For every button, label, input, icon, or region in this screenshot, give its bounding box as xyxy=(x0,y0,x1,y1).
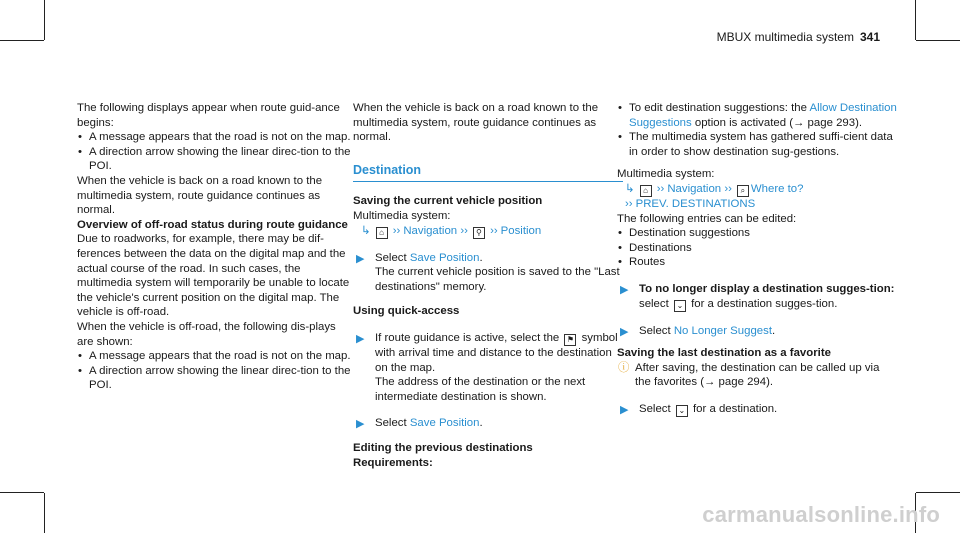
chevron-icon: ›› xyxy=(490,224,498,237)
list-item: • A message appears that the road is not on the map. xyxy=(77,349,355,364)
path-start-icon: ↳ xyxy=(625,182,635,195)
home-icon: ⌂ xyxy=(640,185,652,197)
step-arrow-icon: ▶ xyxy=(356,252,365,265)
text: After saving, the destination can be called up via the favorites (→ page 294). xyxy=(635,361,880,389)
instruction-step xyxy=(617,402,897,417)
path-start-icon: ↳ xyxy=(361,224,371,237)
no-longer-suggest-link: No Longer Suggest xyxy=(673,324,772,337)
flag-icon: ⚑ xyxy=(564,334,576,346)
paragraph: Due to roadworks, for example, there may be dif-ferences between the data on the digital map and the actual course of the road. In such cases, the multimedia system will temporarily be unable to locate the vehicle's current position on the digital map. The vehicle is off-road. xyxy=(77,233,350,319)
section-heading: Overview of off-road status during route guidance xyxy=(77,218,348,231)
text: To no longer display a destination sugges-tion: xyxy=(639,282,895,295)
subheading: Editing the previous destinations xyxy=(353,441,533,454)
menu-path xyxy=(353,224,623,239)
text: option is activated (→ page 293). xyxy=(691,116,863,129)
instruction-step xyxy=(353,331,623,404)
list-item: • Destination suggestions xyxy=(617,226,897,241)
position-item: Position xyxy=(500,224,542,237)
text: . xyxy=(479,417,483,430)
list-item xyxy=(617,101,897,130)
step-arrow-icon: ▶ xyxy=(620,325,629,338)
chevron-icon: ›› xyxy=(656,182,665,195)
subheading: Saving the current vehicle position xyxy=(353,195,543,208)
step-arrow-icon: ▶ xyxy=(356,332,365,345)
requirements-label: Requirements: xyxy=(353,456,433,469)
instruction-step xyxy=(353,416,623,431)
chevron-icon: ›› xyxy=(724,182,732,195)
prev-destinations-item: PREV. DESTINATIONS xyxy=(635,197,756,210)
list-item: • A direction arrow showing the linear direc-tion to the POI. xyxy=(77,364,355,393)
save-position-link: Save Position xyxy=(409,417,480,430)
paragraph: When the vehicle is back on a road known to the multimedia system, route guidance continues as normal. xyxy=(77,174,323,217)
allow-suggestions-link: Allow Destination Suggestions xyxy=(629,102,897,129)
paragraph: When the vehicle is off-road, the following dis-plays are shown: xyxy=(77,320,336,348)
page-header xyxy=(717,30,880,45)
text: . xyxy=(479,251,483,264)
intro-text: The following displays appear when route guid-ance begins: xyxy=(77,102,340,129)
section-title: Destination xyxy=(353,163,623,183)
text: for a destination. xyxy=(689,402,778,415)
crop-mark xyxy=(44,493,45,533)
save-position-link: Save Position xyxy=(409,251,480,264)
nav-item: Navigation xyxy=(403,224,458,237)
page-number: 341 xyxy=(859,30,880,44)
text: Select xyxy=(375,417,410,430)
text: Select xyxy=(639,324,674,337)
list-item: • A direction arrow showing the linear direc-tion to the POI. xyxy=(77,145,355,174)
paragraph: When the vehicle is back on a road known to the multimedia system, route guidance continues as normal. xyxy=(353,102,599,144)
header-title: MBUX multimedia system xyxy=(716,30,854,44)
text: Select xyxy=(639,402,674,415)
instruction-step xyxy=(353,251,623,295)
crop-mark xyxy=(0,40,44,41)
column-1 xyxy=(77,101,355,393)
text: Select xyxy=(375,251,410,264)
instruction-step xyxy=(617,282,897,312)
instruction-step xyxy=(617,324,897,339)
menu-path xyxy=(617,182,897,197)
crop-mark xyxy=(916,40,960,41)
search-icon: ⌕ xyxy=(737,185,749,197)
text: . xyxy=(771,324,776,337)
list-item: • Destinations xyxy=(617,241,897,256)
paragraph: The following entries can be edited: xyxy=(617,212,797,225)
watermark: carmanualsonline.info xyxy=(702,502,940,528)
list-item: • Routes xyxy=(617,255,897,270)
crop-mark xyxy=(0,492,44,493)
column-3 xyxy=(617,101,897,417)
step-body: The current vehicle position is saved to the "Last destinations" memory. xyxy=(375,266,620,293)
text: for a destination sugges-tion. xyxy=(687,297,838,310)
text: To edit destination suggestions: the xyxy=(629,102,810,114)
info-icon: ⓘ xyxy=(618,361,630,374)
subheading: Using quick-access xyxy=(353,305,460,318)
list-item: • A message appears that the road is not on the map. xyxy=(77,130,355,145)
chevron-icon: ›› xyxy=(625,197,633,210)
crop-mark xyxy=(44,0,45,40)
nav-item: Navigation xyxy=(667,182,722,195)
chevron-icon: ›› xyxy=(460,224,468,237)
multimedia-label: Multimedia system: xyxy=(617,168,715,181)
step-arrow-icon: ▶ xyxy=(620,283,629,296)
options-icon: ⌄ xyxy=(674,300,686,312)
text: If route guidance is active, select the xyxy=(375,331,563,344)
chevron-icon: ›› xyxy=(392,224,401,237)
column-2 xyxy=(353,101,623,470)
crop-mark xyxy=(916,492,960,493)
pin-icon: ⚲ xyxy=(473,227,485,239)
options-icon: ⌄ xyxy=(676,405,688,417)
multimedia-label: Multimedia system: xyxy=(353,209,451,222)
text: symbol with arrival time and distance to the destination on the map. xyxy=(375,331,618,374)
home-icon: ⌂ xyxy=(376,227,388,239)
crop-mark xyxy=(915,0,916,40)
info-note xyxy=(617,361,897,390)
where-to-item: Where to? xyxy=(750,182,804,195)
menu-path xyxy=(617,197,897,212)
step-body: The address of the destination or the next intermediate destination is shown. xyxy=(375,376,586,403)
subheading: Saving the last destination as a favorite xyxy=(617,347,831,360)
text: select xyxy=(639,297,672,310)
step-arrow-icon: ▶ xyxy=(620,403,629,416)
list-item: • The multimedia system has gathered suffi-cient data in order to show destination sug-gestions. xyxy=(617,130,897,159)
step-arrow-icon: ▶ xyxy=(356,418,365,431)
